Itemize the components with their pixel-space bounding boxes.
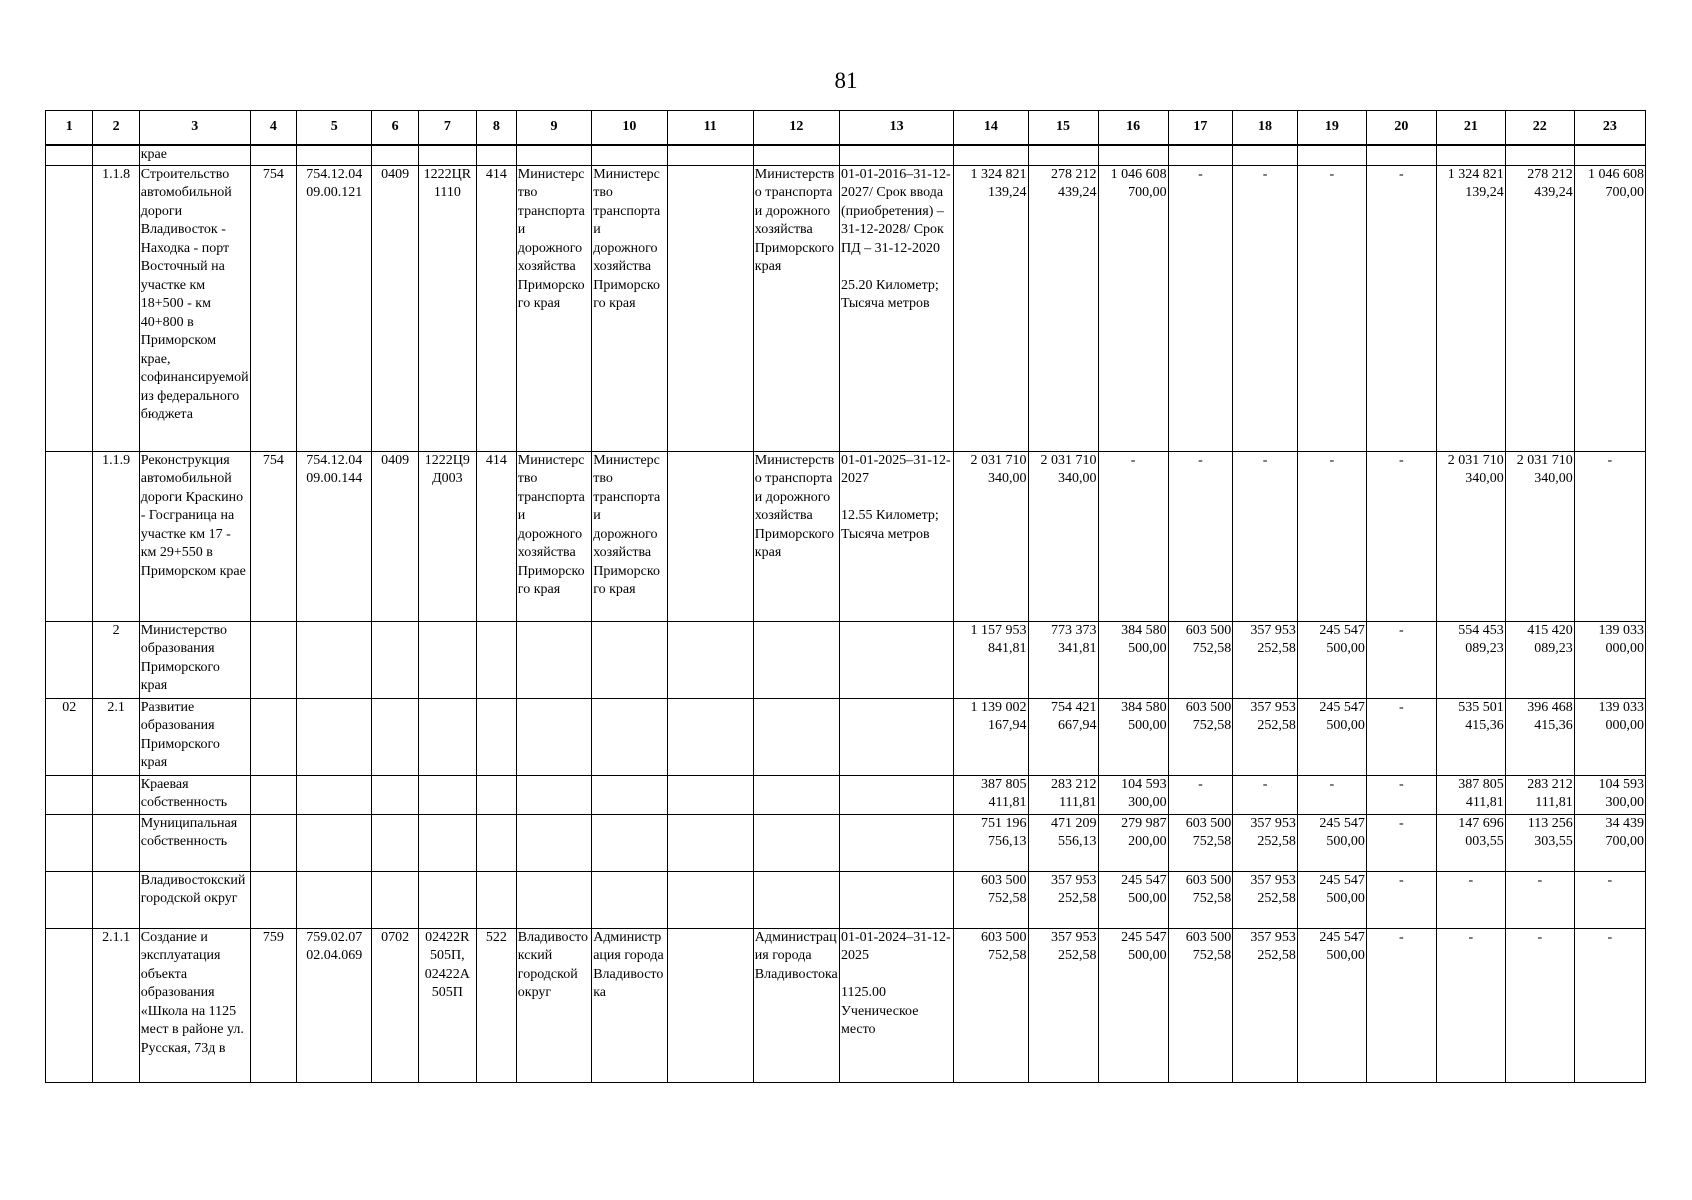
table-cell: -	[1574, 451, 1645, 621]
table-cell: 2 031 710 340,00	[1505, 451, 1574, 621]
table-cell: 603 500 752,58	[954, 928, 1028, 1082]
column-header: 16	[1098, 111, 1168, 146]
table-cell: 283 212 111,81	[1505, 775, 1574, 814]
table-row	[46, 698, 1646, 775]
table-cell: 2 031 710 340,00	[954, 451, 1028, 621]
table-cell	[592, 698, 667, 775]
table-cell: Строительство автомобильной дороги Владивосток - Находка - порт Восточный на участке км 18+500 - км 40+800 в Приморском крае, софинансируемой из федерального бюджета	[139, 165, 250, 451]
table-cell: 357 953 252,58	[1028, 871, 1098, 928]
table-cell: Министерство транспорта и дорожного хозяйства Приморского края	[753, 165, 839, 451]
table-cell	[592, 775, 667, 814]
page-number: 81	[834, 68, 858, 93]
table-cell	[250, 775, 296, 814]
table-cell	[753, 621, 839, 698]
table-cell: 2.1	[93, 698, 139, 775]
table-row	[46, 775, 1646, 814]
table-cell: 01-01-2025–31-12-2027 12.55 Километр; Тысяча метров	[839, 451, 953, 621]
table-cell: 471 209 556,13	[1028, 814, 1098, 871]
table-cell	[1233, 145, 1298, 165]
table-cell: 387 805 411,81	[1436, 775, 1505, 814]
table-cell	[592, 814, 667, 871]
table-cell: 773 373 341,81	[1028, 621, 1098, 698]
column-header: 3	[139, 111, 250, 146]
table-row	[46, 145, 1646, 165]
table-cell: 754.12.04 09.00.144	[297, 451, 372, 621]
table-cell: -	[1366, 775, 1436, 814]
table-cell: Муниципальная собственность	[139, 814, 250, 871]
table-cell	[297, 814, 372, 871]
table-cell: 113 256 303,55	[1505, 814, 1574, 871]
table-cell	[46, 621, 93, 698]
table-cell: 1 046 608 700,00	[1098, 165, 1168, 451]
column-header: 23	[1574, 111, 1645, 146]
column-header: 17	[1168, 111, 1233, 146]
table-cell	[297, 621, 372, 698]
table-row	[46, 814, 1646, 871]
table-cell: 1 324 821 139,24	[1436, 165, 1505, 451]
column-header: 1	[46, 111, 93, 146]
table-cell: 414	[476, 451, 516, 621]
table-cell: 245 547 500,00	[1297, 621, 1366, 698]
table-cell: 279 987 200,00	[1098, 814, 1168, 871]
table-cell	[250, 698, 296, 775]
table-cell: 01-01-2016–31-12-2027/ Срок ввода (приобретения) – 31-12-2028/ Срок ПД – 31-12-2020 25.20 Километр; Тысяча метров	[839, 165, 953, 451]
table-cell: 415 420 089,23	[1505, 621, 1574, 698]
table-cell	[372, 698, 418, 775]
column-header: 11	[667, 111, 753, 146]
table-cell	[418, 698, 476, 775]
table-cell: Реконструкция автомобильной дороги Краскино - Госграница на участке км 17 - км 29+550 в Приморском крае	[139, 451, 250, 621]
column-header: 4	[250, 111, 296, 146]
table-cell	[516, 621, 591, 698]
table-cell	[297, 145, 372, 165]
table-cell: 754	[250, 451, 296, 621]
table-cell	[667, 775, 753, 814]
table-cell: 754	[250, 165, 296, 451]
table-cell: 603 500 752,58	[1168, 814, 1233, 871]
table-cell: 357 953 252,58	[1233, 928, 1298, 1082]
table-cell: -	[1233, 775, 1298, 814]
table-cell: -	[1168, 451, 1233, 621]
table-cell: 0409	[372, 165, 418, 451]
table-cell: 554 453 089,23	[1436, 621, 1505, 698]
column-header: 5	[297, 111, 372, 146]
table-cell	[372, 814, 418, 871]
table-cell: 2 031 710 340,00	[1436, 451, 1505, 621]
table-cell: 139 033 000,00	[1574, 621, 1645, 698]
table-cell: Министерство транспорта и дорожного хозяйства Приморского края	[592, 451, 667, 621]
table-cell	[753, 698, 839, 775]
column-header: 22	[1505, 111, 1574, 146]
table-cell	[1505, 145, 1574, 165]
table-cell: 414	[476, 165, 516, 451]
table-cell	[1574, 145, 1645, 165]
table-cell: Министерство транспорта и дорожного хозяйства Приморского края	[753, 451, 839, 621]
table-cell: -	[1168, 165, 1233, 451]
table-row	[46, 451, 1646, 621]
table-cell	[592, 871, 667, 928]
table-cell: Министерство образования Приморского края	[139, 621, 250, 698]
table-cell	[753, 871, 839, 928]
table-cell: 384 580 500,00	[1098, 621, 1168, 698]
table-cell: Министерство транспорта и дорожного хозяйства Приморского края	[516, 451, 591, 621]
table-cell: -	[1297, 165, 1366, 451]
table-cell: 1222Ц9 Д003	[418, 451, 476, 621]
table-row	[46, 165, 1646, 451]
table-cell	[46, 165, 93, 451]
table-cell: 387 805 411,81	[954, 775, 1028, 814]
table-cell	[667, 621, 753, 698]
table-cell: 396 468 415,36	[1505, 698, 1574, 775]
table-cell	[418, 775, 476, 814]
table-cell: 2	[93, 621, 139, 698]
column-header: 20	[1366, 111, 1436, 146]
table-cell: -	[1574, 928, 1645, 1082]
table-cell: 384 580 500,00	[1098, 698, 1168, 775]
table-cell	[46, 145, 93, 165]
table-cell: Министерство транспорта и дорожного хозяйства Приморского края	[516, 165, 591, 451]
table-cell	[250, 145, 296, 165]
column-header: 10	[592, 111, 667, 146]
table-cell	[297, 775, 372, 814]
table-cell: 603 500 752,58	[1168, 871, 1233, 928]
table-cell: -	[1505, 928, 1574, 1082]
table-cell	[516, 814, 591, 871]
table-cell: 245 547 500,00	[1297, 928, 1366, 1082]
table-cell: 1 157 953 841,81	[954, 621, 1028, 698]
column-header: 7	[418, 111, 476, 146]
table-cell: 2 031 710 340,00	[1028, 451, 1098, 621]
table-cell: Владивостокский городской округ	[516, 928, 591, 1082]
table-cell	[372, 621, 418, 698]
table-cell: -	[1366, 451, 1436, 621]
table-cell: Развитие образования Приморского края	[139, 698, 250, 775]
table-cell	[1168, 145, 1233, 165]
table-cell	[418, 814, 476, 871]
column-header: 19	[1297, 111, 1366, 146]
table-cell: 603 500 752,58	[954, 871, 1028, 928]
table-row	[46, 621, 1646, 698]
table-cell: 1 324 821 139,24	[954, 165, 1028, 451]
table-cell	[93, 871, 139, 928]
table-cell	[753, 145, 839, 165]
table-cell: 245 547 500,00	[1098, 928, 1168, 1082]
table-cell	[476, 814, 516, 871]
table-cell	[1098, 145, 1168, 165]
table-cell	[667, 451, 753, 621]
column-header: 8	[476, 111, 516, 146]
table-cell	[372, 145, 418, 165]
table-cell: Администрация города Владивостока	[753, 928, 839, 1082]
table-cell	[476, 621, 516, 698]
table-cell	[250, 871, 296, 928]
table-cell	[667, 145, 753, 165]
table-cell: 1.1.9	[93, 451, 139, 621]
table-cell	[667, 698, 753, 775]
table-cell	[592, 621, 667, 698]
table-cell	[372, 871, 418, 928]
table-cell: 278 212 439,24	[1028, 165, 1098, 451]
table-cell: 1.1.8	[93, 165, 139, 451]
table-cell: 603 500 752,58	[1168, 621, 1233, 698]
table-cell	[250, 621, 296, 698]
table-cell: -	[1168, 775, 1233, 814]
table-cell: Создание и эксплуатация объекта образования «Школа на 1125 мест в районе ул. Русская, 73д в	[139, 928, 250, 1082]
table-cell: 357 953 252,58	[1028, 928, 1098, 1082]
table-cell	[46, 451, 93, 621]
table-cell	[954, 145, 1028, 165]
table-cell: 01-01-2024–31-12-2025 1125.00 Ученическое место	[839, 928, 953, 1082]
column-header: 6	[372, 111, 418, 146]
table-cell: -	[1366, 165, 1436, 451]
table-cell: 104 593 300,00	[1098, 775, 1168, 814]
table-cell: 0409	[372, 451, 418, 621]
table-cell	[476, 145, 516, 165]
table-cell	[667, 814, 753, 871]
table-cell: 751 196 756,13	[954, 814, 1028, 871]
column-header: 12	[753, 111, 839, 146]
table-row	[46, 928, 1646, 1082]
table-cell	[372, 775, 418, 814]
table-cell: -	[1233, 165, 1298, 451]
column-header: 18	[1233, 111, 1298, 146]
table-cell	[418, 871, 476, 928]
table-cell: 2.1.1	[93, 928, 139, 1082]
table-cell: 245 547 500,00	[1297, 871, 1366, 928]
table-cell: -	[1366, 698, 1436, 775]
table-cell: 754 421 667,94	[1028, 698, 1098, 775]
table-cell: Администрация города Владивостока	[592, 928, 667, 1082]
table-cell: -	[1366, 621, 1436, 698]
column-header: 9	[516, 111, 591, 146]
table-cell	[1028, 145, 1098, 165]
table-cell	[839, 621, 953, 698]
table-cell: 754.12.04 09.00.121	[297, 165, 372, 451]
table-cell: 104 593 300,00	[1574, 775, 1645, 814]
table-cell: 34 439 700,00	[1574, 814, 1645, 871]
column-header: 14	[954, 111, 1028, 146]
table-cell: Владивостокский городской округ	[139, 871, 250, 928]
table-cell	[516, 698, 591, 775]
table-cell	[93, 145, 139, 165]
table-cell: 02	[46, 698, 93, 775]
table-row	[46, 871, 1646, 928]
table-cell: 759	[250, 928, 296, 1082]
table-cell	[297, 698, 372, 775]
table-cell: -	[1098, 451, 1168, 621]
table-cell: 535 501 415,36	[1436, 698, 1505, 775]
table-cell	[592, 145, 667, 165]
table-cell: 357 953 252,58	[1233, 698, 1298, 775]
table-cell: -	[1436, 928, 1505, 1082]
table-cell	[1366, 145, 1436, 165]
table-cell: 357 953 252,58	[1233, 621, 1298, 698]
table-cell: -	[1233, 451, 1298, 621]
table-cell	[476, 871, 516, 928]
table-cell	[93, 775, 139, 814]
table-cell	[93, 814, 139, 871]
table-cell	[839, 775, 953, 814]
budget-table	[45, 110, 1646, 1083]
table-cell: 522	[476, 928, 516, 1082]
table-cell	[1436, 145, 1505, 165]
table-cell: 357 953 252,58	[1233, 871, 1298, 928]
table-cell	[667, 871, 753, 928]
table-cell	[516, 871, 591, 928]
table-cell	[418, 621, 476, 698]
table-cell	[476, 775, 516, 814]
table-cell	[250, 814, 296, 871]
table-cell	[297, 871, 372, 928]
header-row	[46, 111, 1646, 146]
table-cell: 759.02.07 02.04.069	[297, 928, 372, 1082]
column-header: 13	[839, 111, 953, 146]
table-cell: 603 500 752,58	[1168, 698, 1233, 775]
table-cell	[667, 165, 753, 451]
table-cell: 139 033 000,00	[1574, 698, 1645, 775]
table-cell: -	[1574, 871, 1645, 928]
table-cell	[516, 145, 591, 165]
table-cell: -	[1297, 451, 1366, 621]
table-cell	[418, 145, 476, 165]
table-cell: крае	[139, 145, 250, 165]
table-cell: -	[1505, 871, 1574, 928]
table-cell: -	[1436, 871, 1505, 928]
table-cell	[46, 775, 93, 814]
table-cell: Министерство транспорта и дорожного хозяйства Приморского края	[592, 165, 667, 451]
table-cell: 1 046 608 700,00	[1574, 165, 1645, 451]
table-cell: 245 547 500,00	[1098, 871, 1168, 928]
table-cell	[476, 698, 516, 775]
table-cell	[1297, 145, 1366, 165]
table-cell: 283 212 111,81	[1028, 775, 1098, 814]
table-cell	[839, 814, 953, 871]
table-cell	[753, 775, 839, 814]
table-cell: 1 139 002 167,94	[954, 698, 1028, 775]
table-cell: Краевая собственность	[139, 775, 250, 814]
column-header: 2	[93, 111, 139, 146]
table-cell	[753, 814, 839, 871]
table-cell	[46, 814, 93, 871]
table-cell: 603 500 752,58	[1168, 928, 1233, 1082]
table-cell	[46, 871, 93, 928]
table-cell: 1222ЦR 1110	[418, 165, 476, 451]
table-cell: 245 547 500,00	[1297, 698, 1366, 775]
table-cell: 245 547 500,00	[1297, 814, 1366, 871]
table-cell	[516, 775, 591, 814]
table-cell: -	[1366, 814, 1436, 871]
table-cell	[839, 871, 953, 928]
table-cell	[46, 928, 93, 1082]
column-header: 15	[1028, 111, 1098, 146]
table-cell: -	[1366, 928, 1436, 1082]
table-cell: -	[1366, 871, 1436, 928]
table-cell: 278 212 439,24	[1505, 165, 1574, 451]
table-cell: 02422R 505П, 02422A 505П	[418, 928, 476, 1082]
column-header: 21	[1436, 111, 1505, 146]
table-cell: 357 953 252,58	[1233, 814, 1298, 871]
table-cell: 0702	[372, 928, 418, 1082]
table-cell	[839, 698, 953, 775]
table-cell	[839, 145, 953, 165]
table-cell: 147 696 003,55	[1436, 814, 1505, 871]
table-cell	[667, 928, 753, 1082]
table-cell: -	[1297, 775, 1366, 814]
